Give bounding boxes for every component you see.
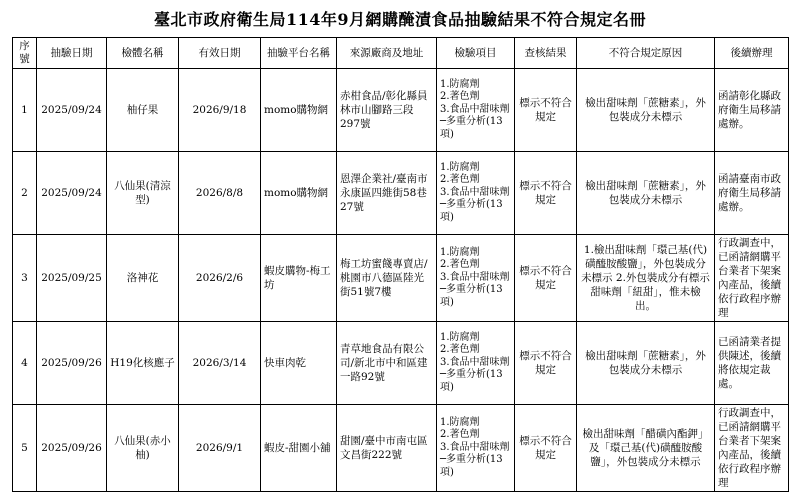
cell-source: 赤柑食品/彰化縣員林市山腳路三段297號 bbox=[337, 69, 437, 152]
cell-items bbox=[437, 152, 515, 235]
cell-no: 2 bbox=[13, 152, 37, 235]
item-line: 1.防腐劑 bbox=[440, 161, 480, 173]
header-result: 查核結果 bbox=[515, 38, 577, 69]
item-line: 項) bbox=[440, 466, 454, 478]
cell-expiry: 2026/2/6 bbox=[179, 235, 261, 322]
item-line: 1.防腐劑 bbox=[440, 78, 480, 90]
header-expiry: 有效日期 bbox=[179, 38, 261, 69]
cell-date: 2025/09/26 bbox=[37, 405, 107, 492]
table-row bbox=[13, 235, 789, 322]
cell-result: 標示不符合規定 bbox=[515, 405, 577, 492]
item-line: ─多重分析(13 bbox=[440, 199, 503, 211]
item-line: 項) bbox=[440, 296, 454, 308]
cell-followup: 行政調查中，已函請網購平台業者下架案內產品，後續依行政程序辦理 bbox=[715, 405, 789, 492]
cell-items bbox=[437, 69, 515, 152]
cell-date: 2025/09/24 bbox=[37, 152, 107, 235]
item-line: 3.食品中甜味劑 bbox=[440, 103, 510, 115]
item-line: 2.著色劑 bbox=[440, 344, 480, 356]
item-line: 2.著色劑 bbox=[440, 429, 480, 441]
cell-platform: momo購物網 bbox=[261, 152, 337, 235]
item-line: 項) bbox=[440, 128, 454, 140]
item-line: 3.食品中甜味劑 bbox=[440, 441, 510, 453]
item-line: 1.防腐劑 bbox=[440, 416, 480, 428]
cell-no: 1 bbox=[13, 69, 37, 152]
cell-no: 3 bbox=[13, 235, 37, 322]
item-line: 1.防腐劑 bbox=[440, 331, 480, 343]
cell-no: 4 bbox=[13, 322, 37, 405]
document-title: 臺北市政府衛生局114年9月網購醃漬食品抽驗結果不符合規定名冊 bbox=[153, 10, 647, 29]
cell-name: H19化核應子 bbox=[107, 322, 179, 405]
cell-name: 洛神花 bbox=[107, 235, 179, 322]
cell-followup: 行政調查中，已函請網購平台業者下架案內產品，後續依行政程序辦理 bbox=[715, 235, 789, 322]
item-line: 3.食品中甜味劑 bbox=[440, 356, 510, 368]
cell-platform: 蝦皮購物-梅工坊 bbox=[261, 235, 337, 322]
cell-reason: 檢出甜味劑「蔗糖素」，外包裝成分未標示 bbox=[577, 69, 715, 152]
item-line: ─多重分析(13 bbox=[440, 284, 503, 296]
cell-date: 2025/09/24 bbox=[37, 69, 107, 152]
header-no: 序號 bbox=[13, 38, 37, 69]
item-line: 項) bbox=[440, 211, 454, 223]
item-line: ─多重分析(13 bbox=[440, 454, 503, 466]
cell-result: 標示不符合規定 bbox=[515, 69, 577, 152]
cell-expiry: 2026/9/1 bbox=[179, 405, 261, 492]
header-followup: 後續辦理 bbox=[715, 38, 789, 69]
cell-followup: 函請臺南市政府衛生局移請處辦。 bbox=[715, 152, 789, 235]
cell-reason: 1.檢出甜味劑「環己基(代)磺醯胺酸鹽」，外包裝成分未標示 2.外包裝成分有標示甜味劑「紐甜」，惟未檢出。 bbox=[577, 235, 715, 322]
item-line: 1.防腐劑 bbox=[440, 246, 480, 258]
table-row bbox=[13, 69, 789, 152]
item-line: 3.食品中甜味劑 bbox=[440, 271, 510, 283]
item-line: 2.著色劑 bbox=[440, 174, 480, 186]
cell-date: 2025/09/25 bbox=[37, 235, 107, 322]
header-date: 抽驗日期 bbox=[37, 38, 107, 69]
cell-name: 八仙果(赤小柚) bbox=[107, 405, 179, 492]
cell-result: 標示不符合規定 bbox=[515, 322, 577, 405]
table-row bbox=[13, 405, 789, 492]
cell-reason: 檢出甜味劑「蔗糖素」，外包裝成分未標示 bbox=[577, 152, 715, 235]
cell-items bbox=[437, 405, 515, 492]
cell-items bbox=[437, 235, 515, 322]
item-line: 2.著色劑 bbox=[440, 259, 480, 271]
cell-reason: 檢出甜味劑「蔗糖素」，外包裝成分未標示 bbox=[577, 322, 715, 405]
header-items: 檢驗項目 bbox=[437, 38, 515, 69]
cell-followup: 函請彰化縣政府衛生局移請處辦。 bbox=[715, 69, 789, 152]
results-table bbox=[12, 37, 789, 492]
cell-no: 5 bbox=[13, 405, 37, 492]
cell-expiry: 2026/8/8 bbox=[179, 152, 261, 235]
table-row bbox=[13, 322, 789, 405]
cell-name: 八仙果(清涼型) bbox=[107, 152, 179, 235]
cell-items bbox=[437, 322, 515, 405]
cell-source: 梅工坊蜜餞專賣店/桃園市八德區陸光街51號7樓 bbox=[337, 235, 437, 322]
item-line: 3.食品中甜味劑 bbox=[440, 186, 510, 198]
item-line: ─多重分析(13 bbox=[440, 116, 503, 128]
cell-source: 青草地食品有限公司/新北市中和區建一路92號 bbox=[337, 322, 437, 405]
cell-result: 標示不符合規定 bbox=[515, 235, 577, 322]
item-line: 項) bbox=[440, 381, 454, 393]
cell-platform: 蝦皮-甜園小舖 bbox=[261, 405, 337, 492]
cell-reason: 檢出甜味劑「醋磺內酯鉀」及「環己基(代)磺醯胺酸鹽」，外包裝成分未標示 bbox=[577, 405, 715, 492]
cell-followup: 已函請業者提供陳述，後續將依規定裁處。 bbox=[715, 322, 789, 405]
header-source: 來源廠商及地址 bbox=[337, 38, 437, 69]
item-line: ─多重分析(13 bbox=[440, 369, 503, 381]
header-platform: 抽驗平台名稱 bbox=[261, 38, 337, 69]
cell-expiry: 2026/3/14 bbox=[179, 322, 261, 405]
header-row bbox=[13, 38, 789, 69]
cell-source: 甜園/臺中市南屯區文昌街222號 bbox=[337, 405, 437, 492]
cell-expiry: 2026/9/18 bbox=[179, 69, 261, 152]
cell-name: 柚仔果 bbox=[107, 69, 179, 152]
item-line: 2.著色劑 bbox=[440, 91, 480, 103]
cell-result: 標示不符合規定 bbox=[515, 152, 577, 235]
header-reason: 不符合規定原因 bbox=[577, 38, 715, 69]
cell-source: 恩澤企業社/臺南市永康區四維街58巷27號 bbox=[337, 152, 437, 235]
cell-platform: 快車肉乾 bbox=[261, 322, 337, 405]
cell-date: 2025/09/26 bbox=[37, 322, 107, 405]
header-name: 檢體名稱 bbox=[107, 38, 179, 69]
cell-platform: momo購物網 bbox=[261, 69, 337, 152]
table-row bbox=[13, 152, 789, 235]
